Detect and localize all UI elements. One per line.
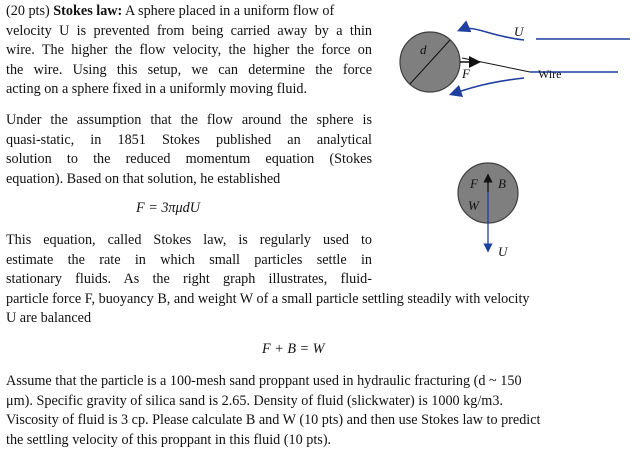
question-line-1: Assume that the particle is a 100-mesh sand proppant used in hydraulic fracturing (d ~ 150 [6,373,522,389]
weight-label: W [468,198,479,213]
points-label: (20 pts) [6,3,50,19]
wire [462,58,530,72]
force-label: F [470,176,478,191]
problem-title: Stokes law: [53,3,123,19]
velocity-label: U [514,24,524,39]
equation-force-balance: F + B = W [262,341,325,357]
application-line-5: U are balanced [6,310,92,326]
buoyancy-label: B [498,176,506,191]
velocity-label: U [498,244,508,259]
intro-line-2: velocity U is prevented from being carried away by a thin [6,22,372,39]
question-line-3: Viscosity of fluid is 3 cp. Please calculate B and W (10 pts) and then use Stokes law to predict [6,412,541,428]
intro-line-4: the wire. Using this setup, we can determine the force [6,61,372,78]
paragraph-question [6,372,602,450]
application-line-1: This equation, called Stokes law, is regularly used to [6,232,372,248]
application-line-4: particle force F, buoyancy B, and weight W of a small particle settling steadily with velocity [6,290,530,307]
history-line-2: quasi-static, in 1851 Stokes published an analytical [6,131,372,148]
application-line-2: estimate the rate in which small particles settle in [6,251,372,268]
question-line-4: the settling velocity of this proppant in this fluid (10 pts). [6,431,332,448]
intro-line-5: acting on a sphere fixed in a uniformly moving fluid. [6,81,308,97]
equation-stokes-law: F = 3πμdU [136,200,200,216]
history-line-3: solution to the reduced momentum equation (Stokes [6,151,372,167]
paragraph-stokes-history [6,111,372,189]
question-line-2: μm). Specific gravity of silica sand is 2.65. Density of fluid (slickwater) is 1000 kg/m3. [6,392,503,409]
paragraph-intro [6,2,372,100]
application-line-3: stationary fluids. As the right graph illustrates, fluid- [6,271,372,287]
diameter-label: d [420,42,427,57]
history-line-1: Under the assumption that the flow around the sphere is [6,112,372,128]
force-label: F [462,66,470,81]
intro-line-1-text: A sphere placed in a uniform flow of [122,3,335,19]
intro-line-1 [6,2,372,22]
figure-settling-particle [454,162,534,262]
figure-sphere-in-flow [396,6,636,102]
history-line-4: equation). Based on that solution, he established [6,170,281,187]
intro-line-3: wire. The higher the flow velocity, the higher the force on [6,42,372,58]
wire-label: Wire [538,67,562,81]
